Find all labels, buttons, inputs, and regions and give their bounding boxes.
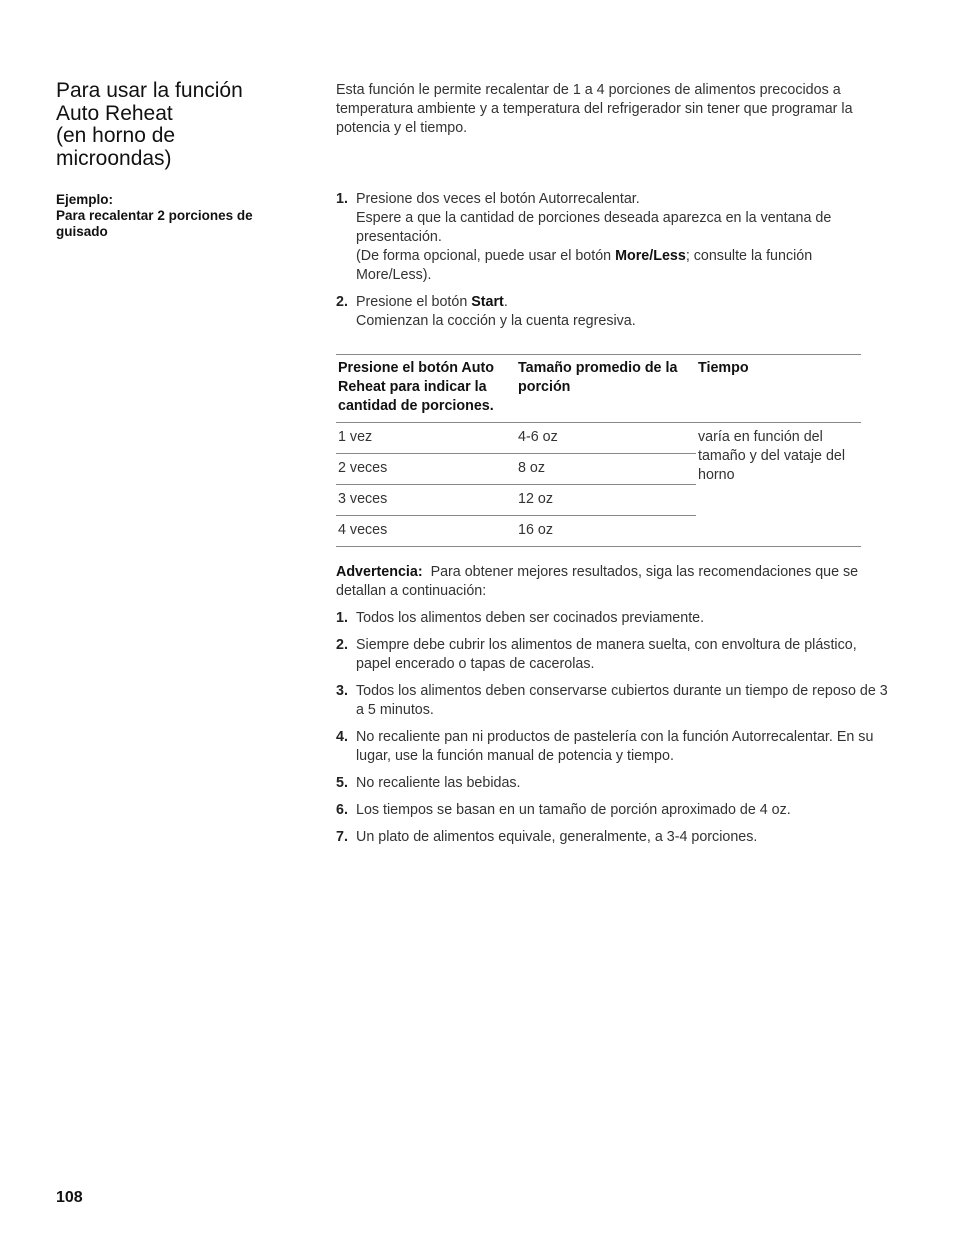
item-number: 4. — [336, 729, 348, 745]
item-number: 5. — [336, 775, 348, 791]
table-row — [336, 423, 861, 454]
start-term: Start — [471, 294, 504, 310]
heading-line: Para usar la función — [56, 79, 243, 102]
cell-size: 16 oz — [518, 522, 553, 538]
step-number: 1. — [336, 191, 348, 207]
step-text: Espere a que la cantidad de porciones deseada aparezca en la ventana de presentación. — [356, 210, 832, 245]
cell-presses: 2 veces — [336, 454, 516, 485]
intro-paragraph: Esta función le permite recalentar de 1 a 4 porciones de alimentos precocidos a temperatura ambiente y a temperatura del refrigerador sin tener que programar la potencia y el tiempo. — [336, 82, 853, 136]
item-number: 1. — [336, 610, 348, 626]
item-number: 2. — [336, 637, 348, 653]
cell-presses: 3 veces — [336, 485, 516, 516]
list-item — [336, 828, 891, 847]
page-number: 108 — [56, 1189, 83, 1206]
list-item — [336, 801, 891, 820]
cell-size: 8 oz — [516, 454, 696, 485]
heading-line: Auto Reheat — [56, 101, 173, 125]
step-text: Comienzan la cocción y la cuenta regresiva. — [356, 313, 636, 329]
step-item — [336, 293, 891, 331]
step-item — [336, 190, 891, 285]
warning-text: Para obtener mejores resultados, siga las recomendaciones que se detallan a continuación: — [336, 564, 859, 599]
item-number: 6. — [336, 802, 348, 818]
header-time: Tiempo — [696, 355, 861, 423]
item-text: Todos los alimentos deben conservarse cubiertos durante un tiempo de reposo de 3 a 5 minutos. — [356, 683, 888, 718]
main-content — [336, 81, 891, 855]
more-less-term: More/Less — [615, 248, 686, 264]
item-text: No recaliente las bebidas. — [356, 775, 521, 791]
step-text — [356, 293, 891, 312]
step-text-part: (De forma opcional, puede usar el botón — [356, 248, 616, 264]
warning-label: Advertencia: — [336, 564, 423, 580]
item-text: Siempre debe cubrir los alimentos de manera suelta, con envoltura de plástico, papel encerado o tapas de cacerolas. — [356, 637, 857, 672]
portions-table — [336, 354, 861, 547]
steps-list — [336, 190, 891, 331]
step-number: 2. — [336, 294, 348, 310]
header-size: Tamaño promedio de la porción — [516, 355, 696, 423]
item-text: No recaliente pan ni productos de pastelería con la función Autorrecalentar. En su lugar, use la función manual de potencia y tiempo. — [356, 729, 874, 764]
list-item — [336, 609, 891, 628]
item-number: 7. — [336, 829, 348, 845]
example-line: guisado — [56, 224, 108, 239]
step-text-part: . — [503, 294, 508, 310]
warning-paragraph — [336, 563, 891, 601]
list-item — [336, 728, 891, 766]
step-text: Presione dos veces el botón Autorrecalentar. — [356, 191, 640, 207]
list-item — [336, 682, 891, 720]
example-label: Ejemplo: — [56, 192, 114, 207]
section-heading — [56, 80, 306, 170]
cell-presses: 4 veces — [338, 522, 388, 538]
heading-line: (en horno de — [56, 124, 176, 147]
recommendations-list — [336, 609, 891, 847]
cell-size: 4-6 oz — [516, 423, 696, 454]
example-note — [56, 192, 306, 240]
step-text-part: ; consulte la función More/Less). — [356, 248, 813, 283]
list-item — [336, 636, 891, 674]
item-text: Todos los alimentos deben ser cocinados previamente. — [356, 610, 705, 626]
header-presses: Presione el botón Auto Reheat para indicar la cantidad de porciones. — [336, 355, 516, 423]
step-text — [356, 247, 891, 285]
item-text: Un plato de alimentos equivale, generalmente, a 3-4 porciones. — [356, 829, 758, 845]
cell-presses: 1 vez — [336, 423, 516, 454]
heading-line: microondas) — [56, 146, 172, 170]
item-text: Los tiempos se basan en un tamaño de porción aproximado de 4 oz. — [356, 802, 791, 818]
cell-size: 12 oz — [516, 485, 696, 516]
example-line: Para recalentar 2 porciones de — [56, 208, 253, 223]
item-number: 3. — [336, 683, 348, 699]
step-text-part: Presione el botón — [356, 294, 472, 310]
table-header-row — [336, 355, 861, 423]
list-item — [336, 774, 891, 793]
cell-time: varía en función del tamaño y del vataje del horno — [698, 429, 846, 483]
